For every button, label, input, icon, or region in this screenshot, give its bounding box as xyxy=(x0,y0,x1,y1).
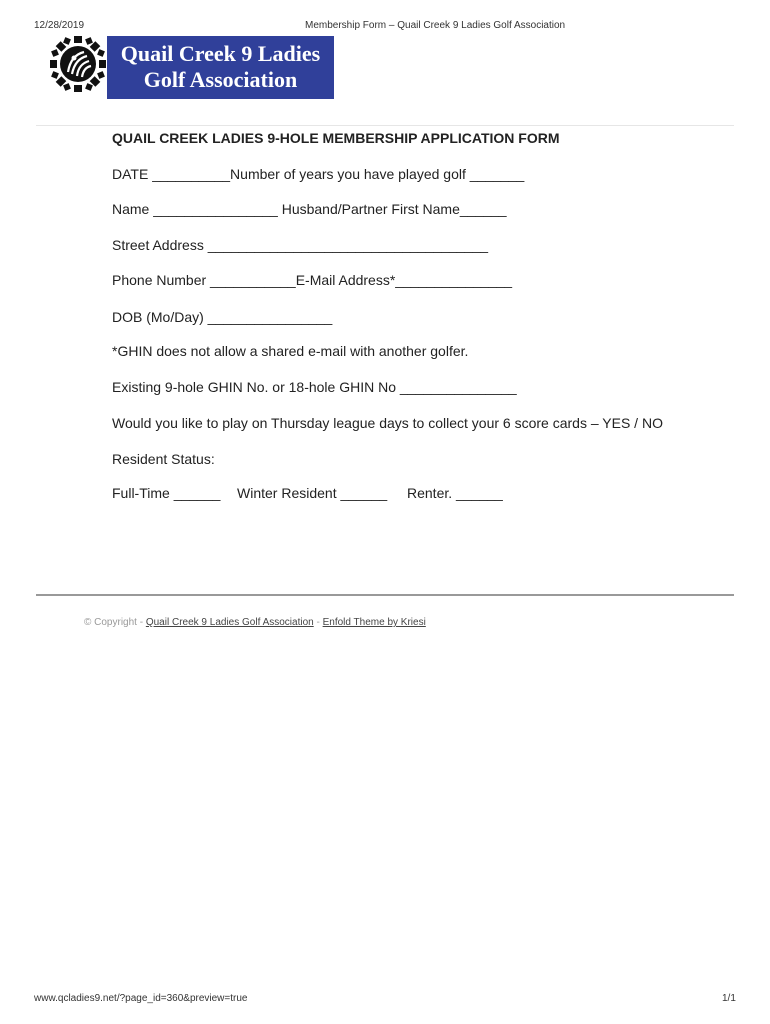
phone-email-line: Phone Number ___________E-Mail Address*_______________ xyxy=(112,272,513,288)
name-partner-line: Name ________________ Husband/Partner First Name______ xyxy=(112,201,507,217)
copyright-text: © Copyright - xyxy=(84,617,146,628)
site-home-link[interactable]: Quail Creek 9 Ladies Golf Association xyxy=(145,617,314,628)
footer-separator: - xyxy=(313,617,323,628)
header-divider xyxy=(36,125,734,126)
theme-credit-link[interactable]: Enfold Theme by Kriesi xyxy=(322,617,426,628)
dob-line: DOB (Mo/Day) ________________ xyxy=(112,309,333,325)
thursday-league-question: Would you like to play on Thursday league days to collect your 6 score cards – YES / NO xyxy=(112,415,663,431)
winter-resident-option: Winter Resident ______ xyxy=(237,485,388,501)
association-logo[interactable] xyxy=(107,36,334,99)
street-address-line: Street Address ____________________________________ xyxy=(112,237,489,253)
site-footer xyxy=(84,617,426,628)
golf-ball-emblem-icon[interactable] xyxy=(50,36,106,92)
form-title: QUAIL CREEK LADIES 9-HOLE MEMBERSHIP APPLICATION FORM xyxy=(112,130,560,146)
resident-status-label: Resident Status: xyxy=(112,451,215,467)
page-number: 1/1 xyxy=(722,993,736,1004)
date-years-line: DATE __________Number of years you have played golf _______ xyxy=(112,166,525,182)
print-date: 12/28/2019 xyxy=(34,20,85,31)
ghin-number-line: Existing 9-hole GHIN No. or 18-hole GHIN No _______________ xyxy=(112,379,517,395)
print-url: www.qcladies9.net/?page_id=360&preview=true xyxy=(34,993,248,1004)
full-time-option: Full-Time ______ xyxy=(112,485,221,501)
print-page-title: Membership Form – Quail Creek 9 Ladies Golf Association xyxy=(305,20,566,31)
logo-line-1: Quail Creek 9 Ladies xyxy=(120,41,321,66)
logo-line-2: Golf Association xyxy=(143,67,298,92)
ghin-email-note: *GHIN does not allow a shared e-mail with another golfer. xyxy=(112,343,469,359)
renter-option: Renter. ______ xyxy=(407,485,503,501)
footer-divider xyxy=(36,594,734,596)
